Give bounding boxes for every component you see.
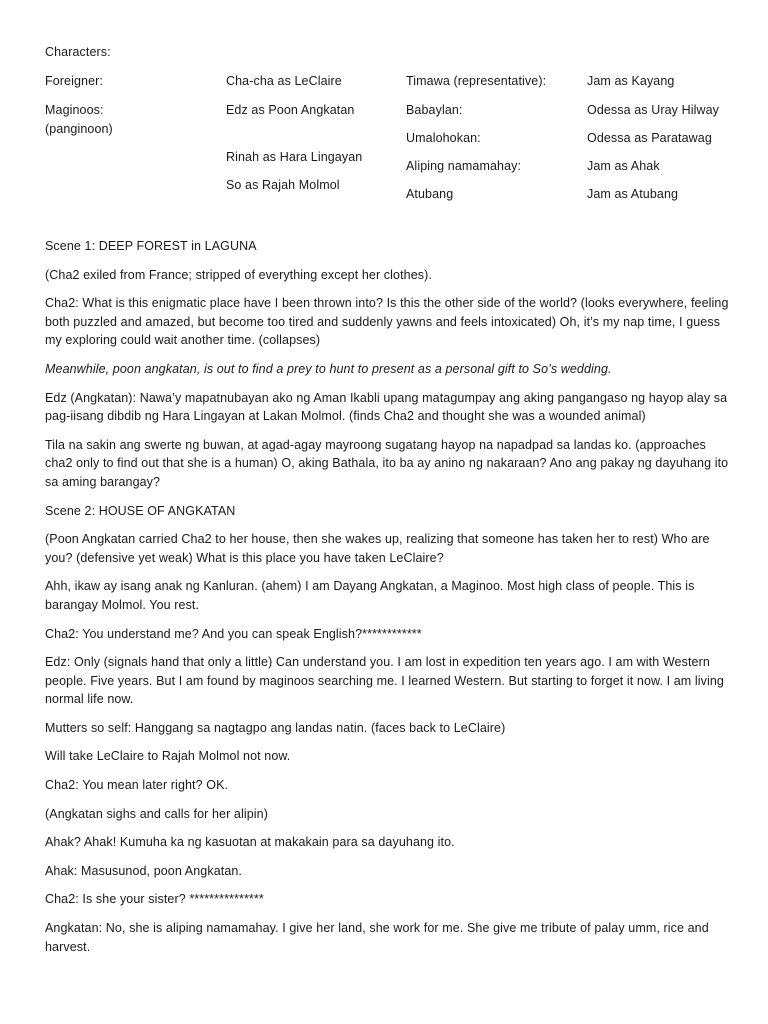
- cast-table: [45, 72, 735, 201]
- document-page: [45, 43, 735, 954]
- dialogue-line: Will take LeClaire to Rajah Molmol not now.: [45, 749, 291, 764]
- dialogue-line: Edz (Angkatan): Nawa’y mapatnubayan ako ng Aman Ikabli upang matagumpay ang aking pangangaso ng hayop alay sa pag-iisang dibdib ng Hara Lingayan at Lakan Molmol. (finds Cha2 and thought she was a wounded animal): [45, 390, 728, 424]
- dialogue-line: Cha2: What is this enigmatic place have I been thrown into? Is this the other side of the world? (looks everywhere, feeling both puzzled and amazed, but become too tired and suddenly yawns and feels intoxicated) Oh, it’s my nap time, I guess my exploring could wait another time. (collapses): [45, 296, 729, 348]
- dialogue-line: (Poon Angkatan carried Cha2 to her house, then she wakes up, realizing that someone has taken her to rest) Who are you? (defensive yet weak) What is this place you have taken LeClaire?: [45, 532, 710, 565]
- cast-actor: So as Rajah Molmol: [226, 178, 340, 192]
- cast-actor: Cha-cha as LeClaire: [226, 74, 342, 88]
- cast-role: (panginoon): [45, 122, 113, 136]
- narration: Meanwhile, poon angkatan, is out to find a prey to hunt to present as a personal gift to So’s wedding.: [45, 361, 612, 376]
- dialogue-line: Ahh, ikaw ay isang anak ng Kanluran. (ahem) I am Dayang Angkatan, a Maginoo. Most high class of people. This is barangay Molmol. You rest.: [45, 579, 695, 612]
- cast-actor: Jam as Kayang: [587, 74, 675, 88]
- cast-role: Maginoos:: [45, 103, 104, 117]
- characters-heading: Characters:: [45, 45, 111, 59]
- dialogue-line: Cha2: You understand me? And you can speak English?************: [45, 626, 422, 641]
- cast-actor: Odessa as Uray Hilway: [587, 103, 720, 117]
- dialogue-line: Cha2: You mean later right? OK.: [45, 778, 229, 793]
- cast-actor: Odessa as Paratawag: [587, 131, 712, 145]
- dialogue-line: Ahak? Ahak! Kumuha ka ng kasuotan at makakain para sa dayuhang ito.: [45, 835, 455, 850]
- cast-actor: Rinah as Hara Lingayan: [226, 150, 363, 164]
- stage-direction: (Angkatan sighs and calls for her alipin): [45, 806, 268, 821]
- cast-role: Timawa (representative):: [406, 74, 547, 88]
- scene-heading: Scene 2: HOUSE OF ANGKATAN: [45, 503, 236, 518]
- cast-role: Babaylan:: [406, 103, 463, 117]
- dialogue-line: Angkatan: No, she is aliping namamahay. I give her land, she work for me. She give me tribute of palay umm, rice and harvest.: [45, 921, 709, 954]
- scene-heading: Scene 1: DEEP FOREST in LAGUNA: [45, 239, 257, 253]
- cast-actor: Jam as Atubang: [587, 187, 679, 201]
- stage-direction: (Cha2 exiled from France; stripped of everything except her clothes).: [45, 267, 432, 282]
- cast-actor: Edz as Poon Angkatan: [226, 103, 355, 117]
- cast-role: Atubang: [406, 187, 454, 201]
- cast-role: Aliping namamahay:: [406, 159, 522, 173]
- dialogue-line: Edz: Only (signals hand that only a little) Can understand you. I am lost in expedition ten years ago. I am with Western people. Five years. But I am found by maginoos searching me. I learned Western. But starting to forget it now. I am living normal life now.: [45, 655, 724, 707]
- cast-role: Foreigner:: [45, 74, 103, 88]
- dialogue-line: Ahak: Masusunod, poon Angkatan.: [45, 863, 242, 878]
- dialogue-line: Mutters so self: Hanggang sa nagtagpo ang landas natin. (faces back to LeClaire): [45, 720, 506, 735]
- cast-role: Umalohokan:: [406, 131, 481, 145]
- dialogue-line: Cha2: Is she your sister? ***************: [45, 892, 264, 907]
- script-body: [45, 237, 735, 966]
- cast-actor: Jam as Ahak: [587, 159, 660, 173]
- dialogue-line: Tila na sakin ang swerte ng buwan, at agad-agay mayroong sugatang hayop na napadpad sa landas ko. (approaches cha2 only to find out that she is a human) O, aking Bathala, ito ba ay anino ng nakaraan? Ano ang pakay ng dayuhang ito sa aming barangay?: [45, 437, 729, 489]
